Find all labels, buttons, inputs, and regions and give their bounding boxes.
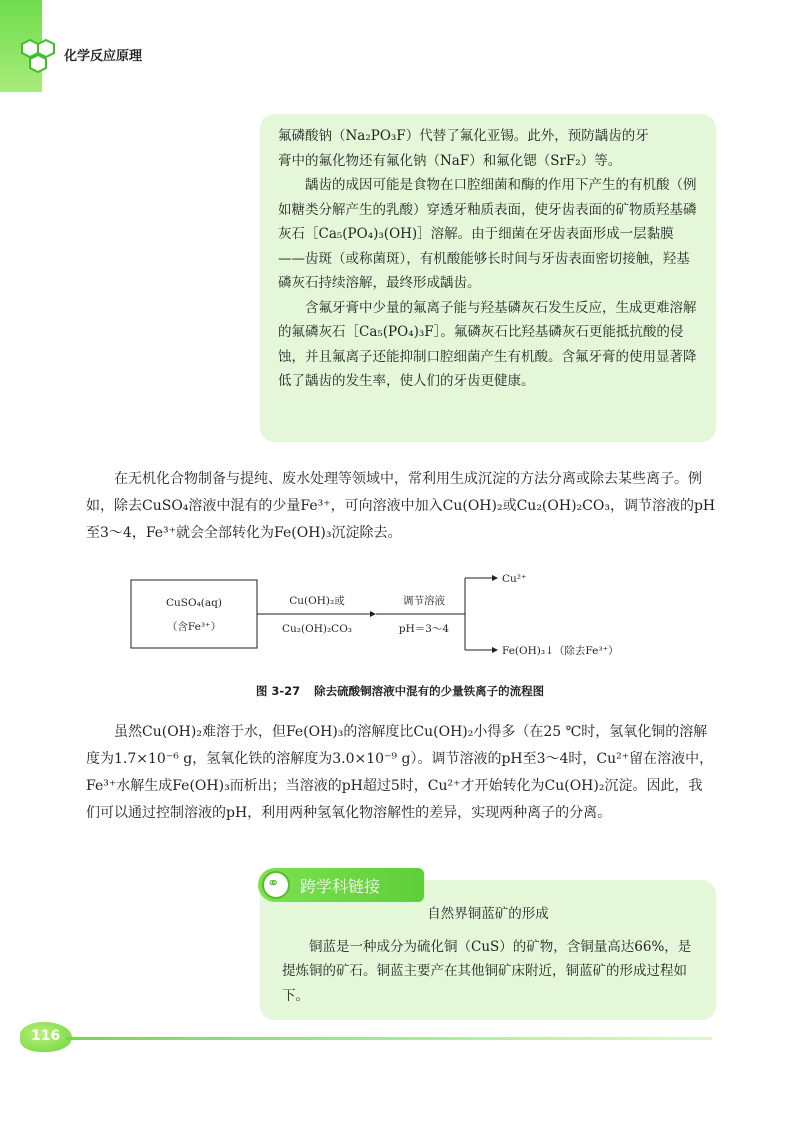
flow-reagent-alt-label: Cu₂(OH)₂CO₃ (281, 623, 353, 635)
flow-source-note: （含Fe³⁺） (166, 621, 222, 633)
box-title: 自然界铜蓝矿的形成 (427, 906, 549, 922)
box-paragraph-toothpaste: 含氟牙膏中少量的氟离子能与羟基磷灰石发生反应，生成更难溶解的氟磷灰石［Ca₅(PO₄)₃F］。氟磷灰石比羟基磷灰石更能抵抗酸的侵蚀，并且氟离子还能抑制口腔细菌产生有机酸。含氟牙膏的使用显著降低了龋齿的发生率，使人们的牙齿更健康。 (278, 299, 697, 389)
box-text-line: 膏中的氟化物还有氟化钠（NaF）和氟化锶（SrF₂）等。 (278, 152, 622, 169)
cross-discipline-badge (258, 868, 424, 902)
chapter-title: 化学反应原理 (64, 49, 143, 64)
flow-output-fe: Fe(OH)₃↓（除去Fe³⁺） (502, 645, 619, 657)
arrowhead-icon (492, 575, 498, 581)
box-text-line: 氟磷酸钠（Na₂PO₃F）代替了氟化亚锡。此外，预防龋齿的牙 (278, 128, 649, 144)
page-number: 116 (31, 1028, 61, 1044)
flow-ph-label: pH＝3～4 (398, 623, 450, 635)
arrowhead-icon (492, 647, 498, 653)
body-paragraph-solubility: 虽然Cu(OH)₂难溶于水，但Fe(OH)₃的溶解度比Cu(OH)₂小得多（在25 ℃时，氢氧化铜的溶解度为1.7×10⁻⁶ g，氢氧化铁的溶解度为3.0×10⁻⁹ g）。调节溶液的pH至3～4时，Cu²⁺留在溶液中，Fe³⁺水解生成Fe(OH)₃而析出；当溶液的pH超过5时，Cu²⁺才开始转化为Cu(OH)₂沉淀。因此，我们可以通过控制溶液的pH，利用两种氢氧化物溶解性的差异，实现两种离子的分离。 (86, 724, 714, 821)
box-paragraph-covellite: 铜蓝是一种成分为硫化铜（CuS）的矿物，含铜量高达66%，是提炼铜的矿石。铜蓝主要产在其他铜矿床附近，铜蓝矿的形成过程如下。 (282, 938, 692, 1004)
figure-number: 图 3-27 (255, 684, 301, 698)
flow-source-label: CuSO₄(aq) (166, 597, 222, 609)
figure-caption-text: 除去硫酸铜溶液中混有的少量铁离子的流程图 (314, 684, 545, 698)
flow-output-cu: Cu²⁺ (502, 573, 527, 585)
flow-step-label: 调节溶液 (403, 595, 445, 607)
footer-divider (66, 1037, 712, 1040)
body-paragraph-precipitation: 在无机化合物制备与提纯、废水处理等领域中，常利用生成沉淀的方法分离或除去某些离子。例如，除去CuSO₄溶液中混有的少量Fe³⁺，可向溶液中加入Cu(OH)₂或Cu₂(OH)₂CO₃，调节溶液的pH至3～4，Fe³⁺就会全部转化为Fe(OH)₃沉淀除去。 (86, 471, 716, 541)
arrowhead-icon (370, 611, 376, 617)
info-box-fluoride (260, 114, 716, 442)
hexagon-logo-icon (18, 38, 70, 78)
flow-source-box (131, 580, 257, 648)
figure-caption (0, 683, 800, 699)
box-paragraph-caries: 龋齿的成因可能是食物在口腔细菌和酶的作用下产生的有机酸（例如糖类分解产生的乳酸）穿透牙釉质表面，使牙齿表面的矿物质羟基磷灰石［Ca₅(PO₄)₃(OH)］溶解。由于细菌在牙齿表面形成一层黏膜——齿斑（或称菌斑），有机酸能够长时间与牙齿表面密切接触，羟基磷灰石持续溶解，最终形成龋齿。 (278, 177, 697, 291)
link-icon: ⚭ (262, 871, 290, 899)
flowchart-diagram (130, 566, 670, 666)
flow-reagent-label: Cu(OH)₂或 (289, 595, 345, 607)
badge-label: 跨学科链接 (300, 877, 381, 896)
